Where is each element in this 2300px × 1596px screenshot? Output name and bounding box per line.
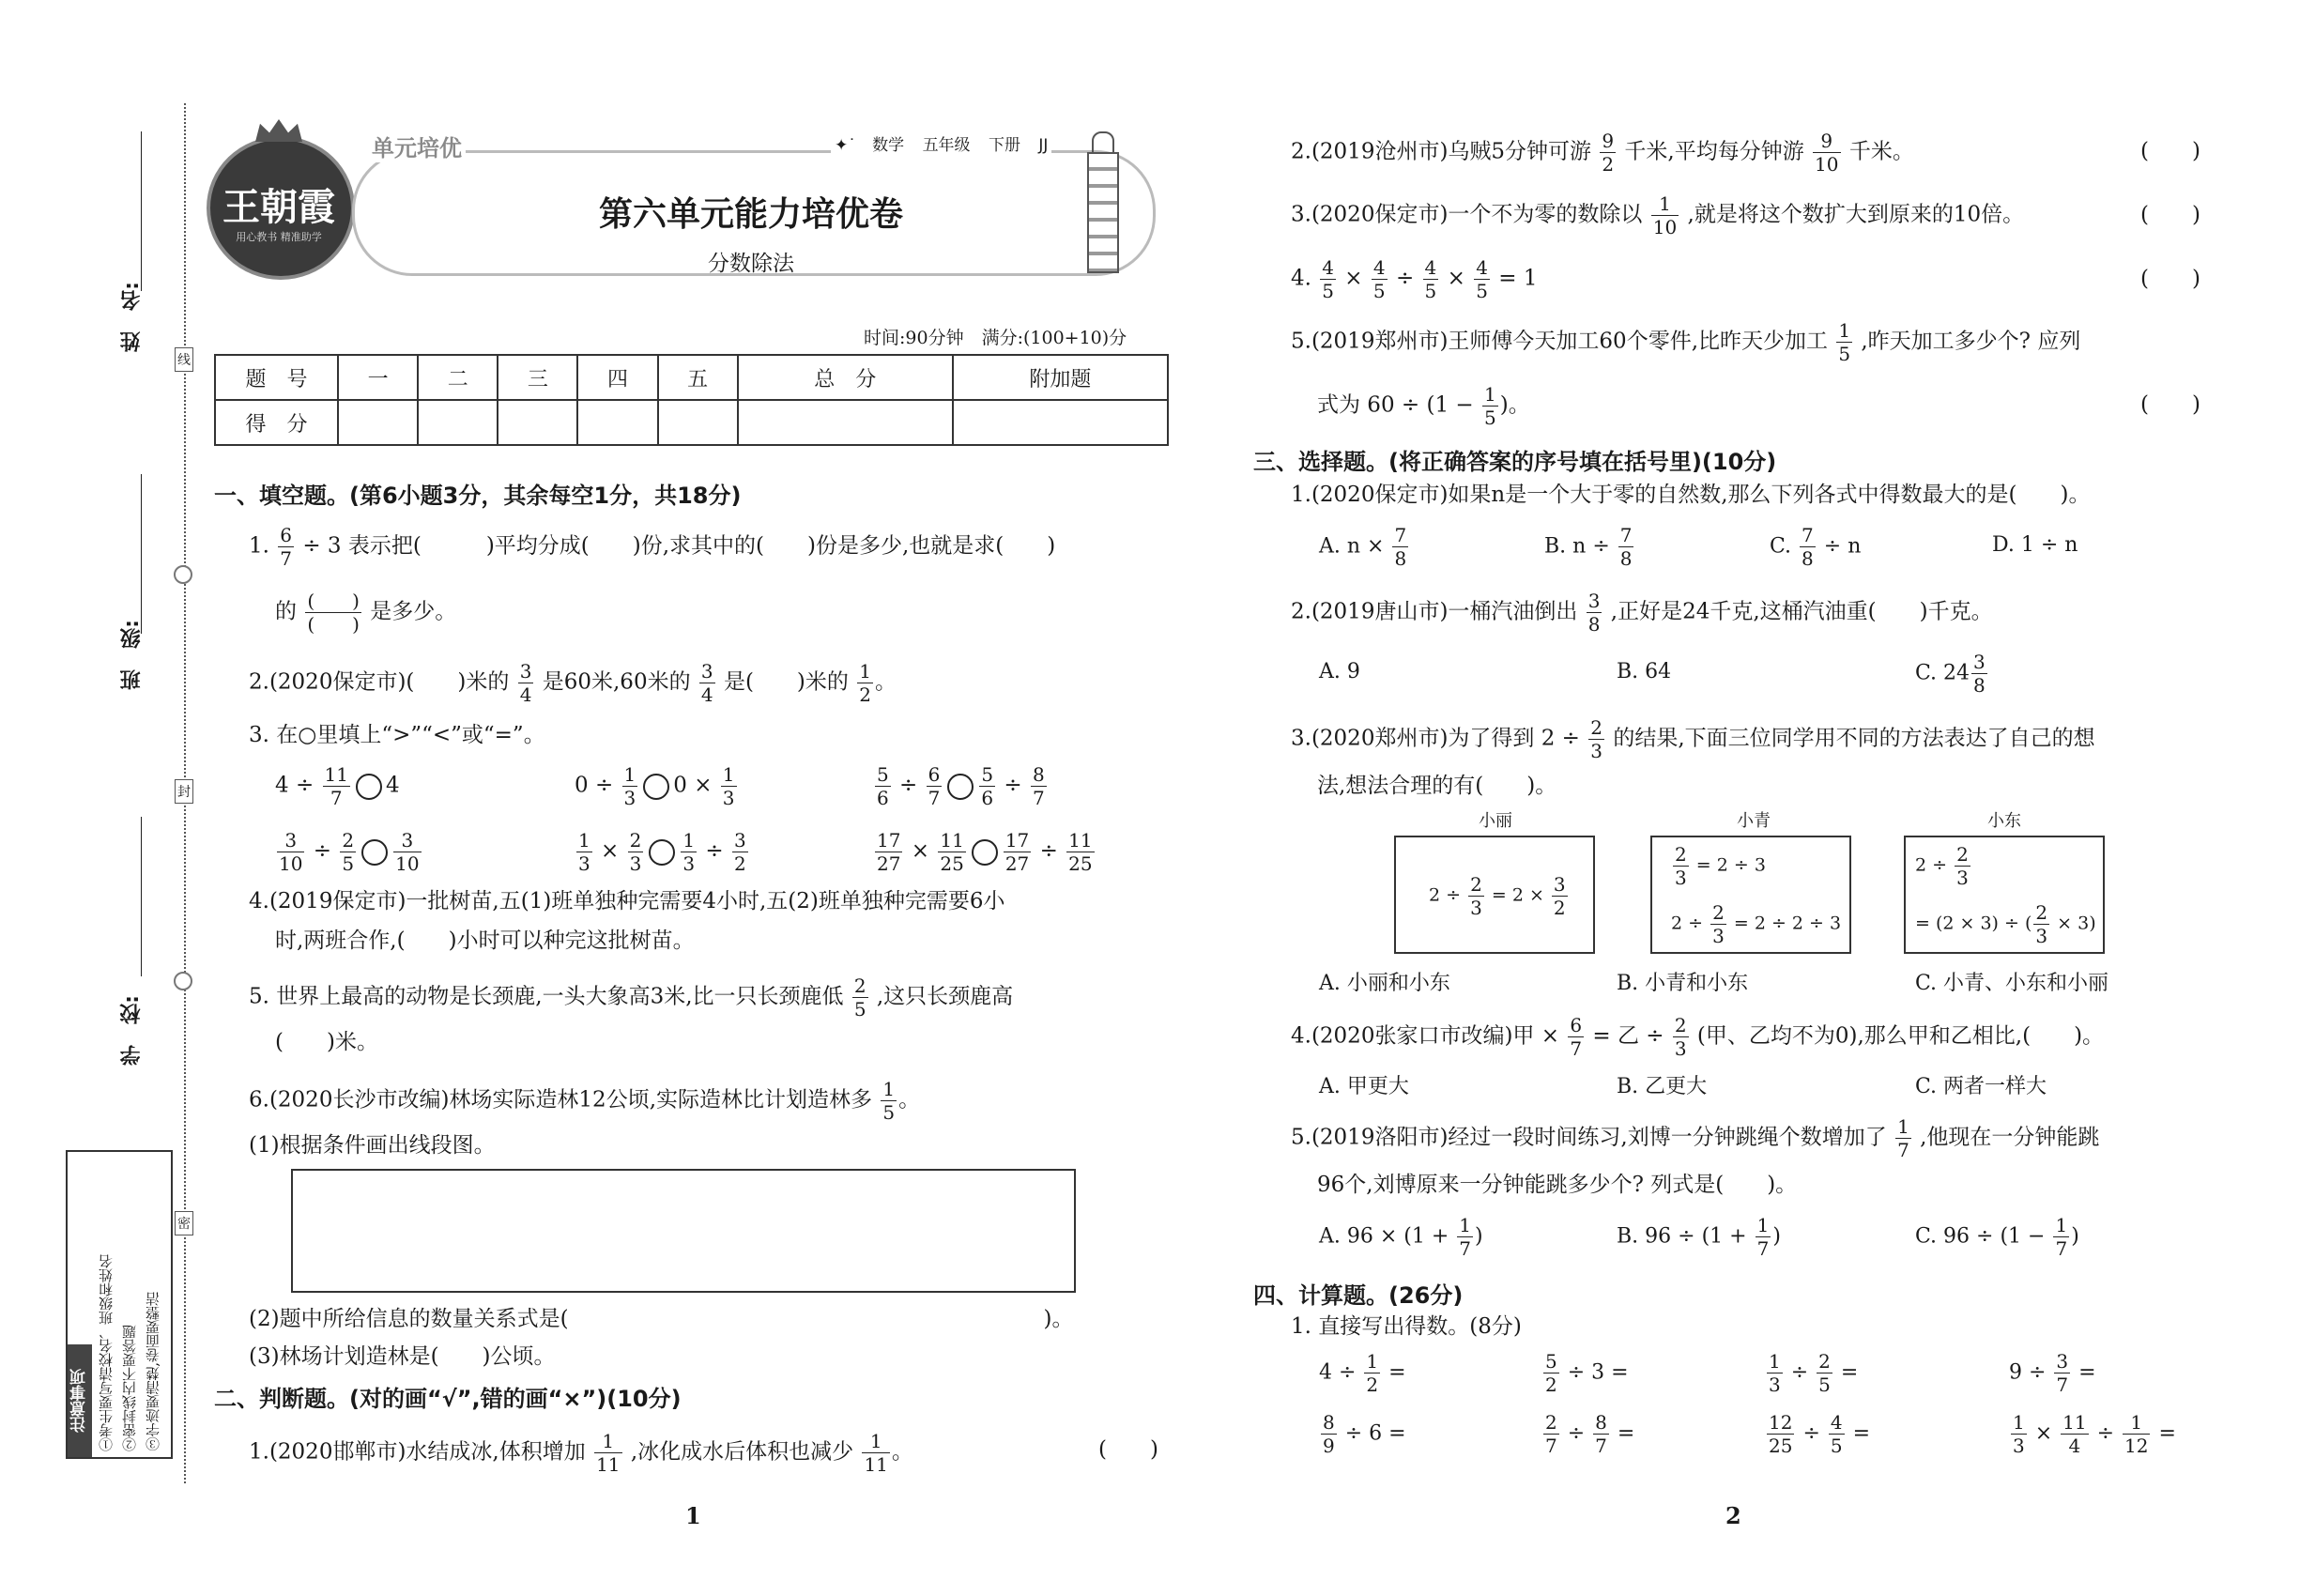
- answer-paren[interactable]: ( ): [2140, 267, 2200, 291]
- method-expr: 2 ÷ $\frac{2}{3}$ = 2 ÷ 2 ÷ 3: [1671, 901, 1842, 947]
- judge-q5-cont: 式为 60 ÷ (1 − $\frac{1}{5}$ )。: [1317, 383, 1530, 429]
- fill-q5: 5. 世界上最高的动物是长颈鹿,一头大象高3米,比一只长颈鹿低 $\frac{2}{5}$ ,这只长颈鹿高: [249, 974, 1014, 1021]
- compare-row-1: 4 ÷ $\frac{11}{7}$ 4: [275, 763, 400, 809]
- choice-q4-option[interactable]: A. 甲更大: [1319, 1075, 1409, 1098]
- choice-q4: 4.(2020张家口市改编)甲 × $\frac{6}{7}$ = 乙 ÷ $\frac{2}{3}$ (甲、乙均不为0),那么甲和乙相比,( )。: [1291, 1014, 2105, 1060]
- meta-volume: 下册: [988, 136, 1020, 155]
- compare-row-2: $\frac{3}{10}$ ÷ $\frac{2}{5}$ $\frac{3}{10}$: [279, 829, 420, 875]
- choice-q5-option[interactable]: B. 96 ÷ (1 + $\frac{1}{7}$ ): [1617, 1214, 1781, 1260]
- score-input[interactable]: [953, 400, 1168, 445]
- method-box-xiaoli: [1394, 836, 1595, 954]
- choice-q1-option[interactable]: B. n ÷ $\frac{7}{8}$: [1544, 524, 1633, 570]
- fill-q1-cont: 的 ( ) ( ) 是多少。: [275, 590, 457, 636]
- fill-q3: 3. 在○里填上“>”“<”或“=”。: [249, 723, 545, 747]
- method-expr: $\frac{2}{3}$ = 2 ÷ 3: [1675, 843, 1766, 889]
- score-cell: 总 分: [738, 355, 953, 400]
- choice-q1-option[interactable]: C. $\frac{7}{8}$ ÷ n: [1770, 524, 1862, 570]
- calc-item[interactable]: $\frac{1}{3}$ ÷ $\frac{2}{5}$ =: [1769, 1350, 1859, 1396]
- fill-q6-2: (2)题中所给信息的数量关系式是( )。: [249, 1307, 1074, 1331]
- section-judge-title: 二、判断题。(对的画“√”,错的画“×”)(10分): [214, 1386, 682, 1412]
- staple-icon: [174, 972, 192, 990]
- score-cell: 得 分: [215, 400, 338, 445]
- page-title: 第六单元能力培优卷: [598, 195, 903, 234]
- meta-subject: 数学: [872, 136, 905, 155]
- school-field[interactable]: [141, 817, 142, 976]
- fill-q2: 2.(2020保定市)( )米的 $\frac{3}{4}$ 是60米,60米的 $\frac{3}{4}$ 是( )米的 $\frac{1}{2}$ 。: [249, 660, 897, 706]
- notice-item: ③字迹要清楚,卷面要整洁: [145, 1292, 161, 1451]
- choice-q5-option[interactable]: C. 96 ÷ (1 − $\frac{1}{7}$ ): [1915, 1214, 2079, 1260]
- page-number-2: 2: [1725, 1502, 1741, 1529]
- score-header-row: [215, 355, 1168, 400]
- page-subtitle: 分数除法: [708, 252, 794, 276]
- compare-row-2: $\frac{17}{27}$ × $\frac{11}{25}$ $\frac{17}{27}$ ÷ $\frac{11}{25}$: [877, 829, 1093, 875]
- score-cell: 一: [338, 355, 418, 400]
- fill-q5-cont: ( )米。: [275, 1030, 378, 1054]
- brand-slogan: 用心教书 精准助学: [236, 231, 322, 243]
- calc-item[interactable]: $\frac{5}{2}$ ÷ 3 =: [1545, 1350, 1629, 1396]
- score-table: [214, 354, 1169, 446]
- choice-q2-option[interactable]: B. 64: [1617, 660, 1672, 683]
- calc-item[interactable]: 9 ÷ $\frac{3}{7}$ =: [2009, 1350, 2096, 1396]
- line-diagram-area[interactable]: [291, 1169, 1076, 1293]
- score-input[interactable]: [498, 400, 577, 445]
- class-label: 班 级:: [120, 620, 144, 690]
- method-expr: 2 ÷ $\frac{2}{3}$ = 2 × $\frac{3}{2}$: [1429, 873, 1566, 919]
- score-input[interactable]: [577, 400, 657, 445]
- choice-q4-option[interactable]: B. 乙更大: [1617, 1075, 1708, 1098]
- calc-item[interactable]: $\frac{1}{3}$ × $\frac{11}{4}$ ÷ $\frac{1}{12}$ =: [2013, 1411, 2176, 1457]
- notice-box: [66, 1150, 173, 1459]
- fill-q6-3: (3)林场计划造林是( )公顷。: [249, 1344, 556, 1369]
- score-cell: 二: [418, 355, 498, 400]
- brand-name: 王朝霞: [222, 185, 335, 229]
- crown-icon: [255, 119, 302, 142]
- cut-mark-1: 线: [175, 347, 193, 372]
- fill-q4: 4.(2019保定市)一批树苗,五(1)班单独种完需要4小时,五(2)班单独种完需要6小: [249, 889, 1005, 913]
- calc-q1: 1. 直接写出得数。(8分): [1291, 1314, 1522, 1339]
- choice-q2-option[interactable]: A. 9: [1319, 660, 1360, 683]
- judge-q5: 5.(2019郑州市)王师傅今天加工60个零件,比昨天少加工 $\frac{1}{5}$ ,昨天加工多少个? 应列: [1291, 319, 2081, 365]
- judge-q3: 3.(2020保定市)一个不为零的数除以 $\frac{1}{10}$ ,就是将这个数扩大到原来的10倍。: [1291, 192, 2025, 238]
- time-info: 时间:90分钟 满分:(100+10)分: [864, 328, 1127, 348]
- compare-circle: [643, 774, 669, 800]
- fill-q1: 1. $\frac{6}{7}$ ÷ 3 表示把( )平均分成( )份,求其中的( )份是多少,也就是求( ): [249, 524, 1056, 570]
- choice-q5-cont: 96个,刘博原来一分钟能跳多少个? 列式是( )。: [1317, 1173, 1798, 1197]
- choice-q3-option[interactable]: B. 小青和小东: [1617, 972, 1749, 995]
- choice-q1: 1.(2020保定市)如果n是一个大于零的自然数,那么下列各式中得数最大的是( )。: [1291, 483, 2091, 507]
- cut-mark-3: 密: [175, 1211, 193, 1235]
- person-label: 小东: [1987, 811, 2021, 831]
- series-label: 单元培优: [368, 130, 466, 162]
- compare-circle: [356, 774, 382, 800]
- compare-row-2: $\frac{1}{3}$ × $\frac{2}{3}$ $\frac{1}{3}$ ÷ $\frac{3}{2}$: [578, 829, 746, 875]
- fill-q4-cont: 时,两班合作,( )小时可以种完这批树苗。: [275, 928, 695, 953]
- method-expr: = (2 × 3) ÷ ( $\frac{2}{3}$ × 3): [1915, 901, 2096, 947]
- staple-icon: [174, 565, 192, 584]
- answer-paren[interactable]: ( ): [2140, 203, 2200, 227]
- judge-q4: 4. $\frac{4}{5}$ × $\frac{4}{5}$ ÷ $\frac{4}{5}$ × $\frac{4}{5}$ = 1: [1291, 256, 1538, 302]
- choice-q3: 3.(2020郑州市)为了得到 2 ÷ $\frac{2}{3}$ 的结果,下面三位同学用不同的方法表达了自己的想: [1291, 716, 2095, 762]
- choice-q2: 2.(2019唐山市)一桶汽油倒出 $\frac{3}{8}$ ,正好是24千克,这桶汽油重( )千克。: [1291, 590, 1993, 636]
- star-icon: ✦˙: [835, 136, 856, 155]
- page-number-1: 1: [685, 1502, 701, 1529]
- calc-item[interactable]: $\frac{8}{9}$ ÷ 6 =: [1323, 1411, 1406, 1457]
- section-calc-title: 四、计算题。(26分): [1253, 1282, 1464, 1309]
- section-fill-title: 一、填空题。(第6小题3分，其余每空1分，共18分): [214, 483, 742, 509]
- calc-item[interactable]: $\frac{2}{7}$ ÷ $\frac{8}{7}$ =: [1545, 1411, 1635, 1457]
- method-box-xiaoqing: [1650, 836, 1851, 954]
- score-value-row: [215, 400, 1168, 445]
- score-input[interactable]: [338, 400, 418, 445]
- score-cell: 五: [658, 355, 738, 400]
- person-label: 小青: [1737, 811, 1771, 831]
- section-choice-title: 三、选择题。(将正确答案的序号填在括号里)(10分): [1253, 449, 1777, 475]
- choice-q3-option[interactable]: A. 小丽和小东: [1319, 972, 1450, 995]
- name-label: 姓 名:: [120, 282, 144, 352]
- method-expr: 2 ÷ $\frac{2}{3}$: [1915, 843, 1969, 889]
- class-field[interactable]: [141, 474, 142, 634]
- school-label: 学 校:: [120, 995, 144, 1066]
- person-label: 小丽: [1479, 811, 1512, 831]
- compare-row-1: 0 ÷ $\frac{1}{3}$ 0 × $\frac{1}{3}$: [575, 763, 735, 809]
- calc-item[interactable]: $\frac{12}{25}$ ÷ $\frac{4}{5}$ =: [1769, 1411, 1871, 1457]
- choice-q3-option[interactable]: C. 小青、小东和小丽: [1915, 972, 2109, 995]
- score-cell: 四: [577, 355, 657, 400]
- compare-circle: [947, 774, 974, 800]
- brand-logo: [207, 136, 355, 280]
- choice-q3-cont: 法,想法合理的有( )。: [1317, 774, 1557, 798]
- score-cell: 题 号: [215, 355, 338, 400]
- judge-q1: 1.(2020邯郸市)水结成冰,体积增加 $\frac{1}{11}$ ,冰化成水后体积也减少 $\frac{1}{11}$ 。: [249, 1430, 913, 1476]
- notice-item: ②密封线内不要答题: [121, 1325, 138, 1451]
- choice-q5: 5.(2019洛阳市)经过一段时间练习,刘博一分钟跳绳个数增加了 $\frac{1}{7}$ ,他现在一分钟能跳: [1291, 1115, 2100, 1161]
- cut-mark-2: 封: [175, 779, 193, 804]
- compare-row-1: $\frac{5}{6}$ ÷ $\frac{6}{7}$ $\frac{5}{6}$ ÷ $\frac{8}{7}$: [877, 763, 1045, 809]
- answer-paren[interactable]: ( ): [1098, 1437, 1158, 1462]
- answer-paren[interactable]: ( ): [2140, 392, 2200, 417]
- name-field[interactable]: [141, 131, 142, 291]
- choice-q2-option[interactable]: C. 24 $\frac{3}{8}$: [1915, 651, 1986, 697]
- fill-q6: 6.(2020长沙市改编)林场实际造林12公顷,实际造林比计划造林多 $\frac{1}{5}$ 。: [249, 1078, 921, 1124]
- notice-item: ①考生要写清校名、班级和姓名: [98, 1254, 115, 1451]
- judge-q2: 2.(2019沧州市)乌贼5分钟可游 $\frac{9}{2}$ 千米,平均每分钟游 $\frac{9}{10}$ 千米。: [1291, 130, 1914, 176]
- score-input[interactable]: [418, 400, 498, 445]
- compare-circle: [972, 839, 998, 866]
- choice-q1-option[interactable]: A. n × $\frac{7}{8}$: [1319, 524, 1407, 570]
- calc-item[interactable]: 4 ÷ $\frac{1}{2}$ =: [1319, 1350, 1406, 1396]
- meta-edition: JJ: [1038, 136, 1049, 155]
- choice-q4-option[interactable]: C. 两者一样大: [1915, 1075, 2047, 1098]
- meta-grade: 五年级: [922, 136, 971, 155]
- score-cell: 附加题: [953, 355, 1168, 400]
- notice-title: 注意事项: [68, 1344, 92, 1457]
- choice-q5-option[interactable]: A. 96 × (1 + $\frac{1}{7}$ ): [1319, 1214, 1483, 1260]
- score-input[interactable]: [658, 400, 738, 445]
- choice-q1-option[interactable]: D. 1 ÷ n: [1992, 533, 2078, 557]
- score-input[interactable]: [738, 400, 953, 445]
- compare-circle: [361, 839, 388, 866]
- fill-q6-1: (1)根据条件画出线段图。: [249, 1133, 496, 1158]
- compare-circle: [649, 839, 675, 866]
- score-cell: 三: [498, 355, 577, 400]
- method-box-xiaodong: [1904, 836, 2105, 954]
- answer-paren[interactable]: ( ): [2140, 139, 2200, 163]
- header-meta: [831, 131, 1051, 155]
